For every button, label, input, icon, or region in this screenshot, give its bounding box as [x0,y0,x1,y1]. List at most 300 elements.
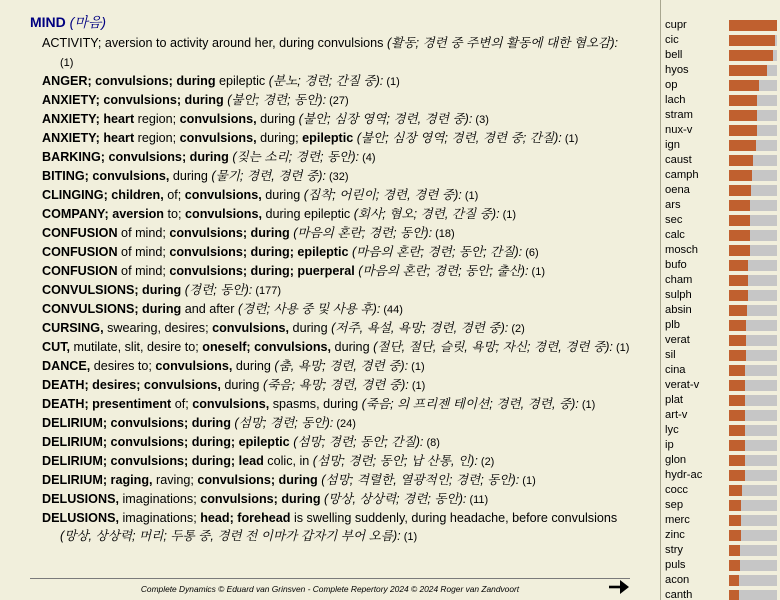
remedy-score-fill [729,35,775,46]
remedy-score-bar [729,155,777,166]
remedy-score-fill [729,125,757,136]
remedy-name: oena [665,184,690,196]
rubric-item[interactable] [42,376,632,395]
remedy-score-bar [729,395,777,406]
rubric-text: CONFUSION [42,226,118,240]
rubric-remedy-count: (1) [400,531,418,543]
remedy-score-fill [729,155,753,166]
rubric-item[interactable] [42,319,632,338]
rubric-item[interactable] [42,395,632,414]
rubric-translation: (섬망; 경련; 동안): [234,416,334,430]
remedy-score-fill [729,590,739,600]
rubric-text: CURSING, [42,321,104,335]
rubric-text: during [232,359,275,373]
remedy-score-fill [729,395,745,406]
remedy-row[interactable] [665,528,780,543]
rubric-text: epileptic [302,131,354,145]
rubric-text: during; [256,131,303,145]
rubric-item[interactable] [42,243,632,262]
remedy-score-fill [729,170,752,181]
remedy-name: bell [665,49,683,61]
remedy-score-bar [729,575,777,586]
remedy-row[interactable] [665,378,780,393]
rubric-item[interactable] [42,490,632,509]
remedy-name: cupr [665,19,687,31]
rubric-text: and after [181,302,238,316]
remedy-name: zinc [665,529,685,541]
rubric-remedy-count: (6) [522,247,539,259]
rubric-list [42,34,632,546]
remedy-score-bar [729,275,777,286]
rubric-text: CONVULSIONS; during [42,302,182,316]
rubric-remedy-count: (8) [423,437,440,449]
rubric-text: CONFUSION [42,264,118,278]
remedy-score-fill [729,575,739,586]
rubric-text: colic, in [263,454,313,468]
rubric-text: during [256,112,299,126]
remedy-name: acon [665,574,690,586]
rubric-item[interactable] [42,414,632,433]
remedy-name: cina [665,364,686,376]
remedy-score-bar [729,95,777,106]
remedy-score-fill [729,200,750,211]
rubric-text: COMPANY; aversion [42,207,164,221]
remedy-score-bar [729,260,777,271]
remedy-name: hyos [665,64,689,76]
remedy-row[interactable] [665,258,780,273]
rubric-item[interactable] [42,224,632,243]
remedy-score-bar [729,560,777,571]
remedy-name: sep [665,499,684,511]
rubric-translation: (절단, 절단, 슬릿, 욕망; 자신; 경련, 경련 중): [373,340,613,354]
remedy-name: lach [665,94,686,106]
rubric-text: head; forehead [200,511,291,525]
remedy-name: nux-v [665,124,693,136]
rubric-text: during [331,340,374,354]
rubric-text: desires to; [90,359,156,373]
remedy-score-fill [729,350,746,361]
remedy-score-bar [729,545,777,556]
rubric-item[interactable] [42,205,632,224]
rubric-text: during [289,321,332,335]
rubric-item[interactable] [42,357,632,376]
remedy-row[interactable] [665,558,780,573]
rubric-text: convulsions, [179,131,257,145]
rubric-text: ANXIETY; heart [42,131,135,145]
remedy-name: puls [665,559,686,571]
remedy-row[interactable] [665,183,780,198]
rubric-text: convulsions, [184,188,262,202]
remedy-name: ign [665,139,680,151]
rubric-remedy-count: (1) [561,133,579,145]
rubric-remedy-count: (1) [383,76,400,88]
rubric-item[interactable] [42,262,632,281]
rubric-item[interactable] [42,509,632,546]
rubric-remedy-count: (1) [461,190,479,202]
rubric-translation: (마음의 혼란; 경련; 동안): [293,226,433,240]
remedy-row[interactable] [665,468,780,483]
rubric-text: region; [134,112,180,126]
remedy-score-bar [729,305,777,316]
remedy-score-fill [729,305,747,316]
remedy-score-fill [729,440,745,451]
rubric-item[interactable] [42,129,632,148]
rubric-text: ACTIVITY; aversion to activity around her, during convulsions [42,36,387,50]
rubric-text: during epileptic [261,207,354,221]
remedy-score-fill [729,260,748,271]
remedy-name: glon [665,454,687,466]
remedy-row[interactable] [665,108,780,123]
remedy-score-bar [729,245,777,256]
rubric-remedy-count: (44) [380,304,403,316]
remedy-name: sec [665,214,683,226]
rubric-item[interactable] [42,167,632,186]
remedy-row[interactable] [665,513,780,528]
remedy-row[interactable] [665,48,780,63]
remedy-name: mosch [665,244,698,256]
remedy-row[interactable] [665,198,780,213]
rubric-text: convulsions; during [200,492,321,506]
rubric-item[interactable] [42,452,632,471]
remedy-name: sulph [665,289,692,301]
remedy-name: calc [665,229,685,241]
rubric-translation: (죽음; 의 프리젠 테이션; 경련, 경련, 중): [361,397,579,411]
rubric-text: BARKING; convulsions; during [42,150,229,164]
rubric-remedy-count: (1) [519,475,536,487]
remedy-name: op [665,79,678,91]
remedy-row[interactable] [665,393,780,408]
remedy-score-fill [729,320,746,331]
remedy-name: cocc [665,484,689,496]
rubric-item[interactable] [42,110,632,129]
rubric-text: convulsions, [185,207,262,221]
rubric-text: of; [163,188,185,202]
remedy-score-bar [729,140,777,151]
rubric-text: of mind; [117,226,170,240]
rubric-text: is swelling suddenly, during headache, before convulsions [290,511,618,525]
remedy-score-bar [729,470,777,481]
remedy-row[interactable] [665,138,780,153]
rubric-text: CONVULSIONS; during [42,283,182,297]
rubric-remedy-count: (24) [333,418,356,430]
remedy-row[interactable] [665,588,780,600]
rubric-translation: (섬망; 격렬한, 열광적인; 경련; 동안): [321,473,520,487]
remedy-score-bar [729,80,777,91]
rubric-text: DEATH; presentiment [42,397,172,411]
remedy-score-bar [729,50,777,61]
rubric-remedy-count: (11) [466,494,489,506]
rubric-text: during [261,188,304,202]
remedy-score-bar [729,425,777,436]
remedy-row[interactable] [665,213,780,228]
rubric-text: swearing, desires; [103,321,213,335]
remedy-score-bar [729,530,777,541]
rubric-remedy-count: (1) [528,266,545,278]
remedy-score-bar [729,440,777,451]
remedy-score-bar [729,410,777,421]
rubric-text: convulsions, [212,321,290,335]
remedy-score-bar [729,365,777,376]
rubric-translation: (불안; 경련; 동안): [227,93,327,107]
remedy-score-fill [729,410,745,421]
remedy-score-bar [729,590,777,600]
remedy-score-fill [729,95,757,106]
rubric-text: imaginations; [118,511,201,525]
rubric-item[interactable] [42,281,632,300]
remedy-name: bufo [665,259,687,271]
remedy-score-fill [729,455,745,466]
rubric-text: ANXIETY; heart [42,112,135,126]
rubric-item[interactable] [42,91,632,110]
rubric-text: ANGER; convulsions; during [42,74,216,88]
rubric-text: convulsions; during [197,473,318,487]
remedy-row[interactable] [665,408,780,423]
remedy-name: ars [665,199,681,211]
rubric-item[interactable] [42,433,632,452]
rubric-text: convulsions, [155,359,233,373]
remedy-row[interactable] [665,273,780,288]
remedy-score-bar [729,65,777,76]
rubric-text: DEATH; desires; convulsions, [42,378,221,392]
chapter-translation: (마음) [69,14,107,30]
remedy-score-fill [729,545,740,556]
remedy-name: plat [665,394,684,406]
remedy-score-fill [729,365,745,376]
remedy-score-fill [729,140,756,151]
rubric-text: DELUSIONS, [42,492,119,506]
remedy-score-bar [729,290,777,301]
rubric-translation: (섬망; 경련; 동안; 간질): [293,435,424,449]
remedy-score-fill [729,485,742,496]
rubric-text: CUT, [42,340,70,354]
rubric-text: convulsions, [179,112,257,126]
rubric-translation: (섬망; 경련; 동안; 납 산통, 인): [312,454,478,468]
rubric-text: DELUSIONS, [42,511,119,525]
remedy-row[interactable] [665,318,780,333]
rubric-item[interactable] [42,34,632,72]
remedy-score-bar [729,230,777,241]
remedy-name: hydr-ac [665,469,703,481]
remedy-row[interactable] [665,303,780,318]
remedy-score-fill [729,470,745,481]
rubric-text: convulsions; during [169,226,290,240]
rubric-text: imaginations; [118,492,201,506]
remedy-score-bar [729,185,777,196]
rubric-translation: (경련; 사용 중 및 사용 후): [237,302,381,316]
remedy-score-bar [729,20,777,31]
rubric-remedy-count: (177) [252,285,282,297]
rubric-remedy-count: (1) [578,399,596,411]
remedy-name: cic [665,34,679,46]
remedy-score-bar [729,485,777,496]
rubric-translation: (집착; 어린이; 경련, 경련 중): [303,188,462,202]
remedy-name: canth [665,589,693,600]
rubric-translation: (마음의 혼란; 경련; 동안; 출산): [358,264,529,278]
remedy-name: art-v [665,409,688,421]
remedy-name: verat-v [665,379,700,391]
rubric-translation: (망상, 상상력; 경련; 동안): [324,492,467,506]
rubric-translation: (회사; 혐오; 경련, 간질 중): [353,207,500,221]
remedy-score-fill [729,245,750,256]
rubric-translation: (마음의 혼란; 경련; 동안; 간질): [351,245,523,259]
rubric-text: DELIRIUM; convulsions; during; lead [42,454,264,468]
rubric-translation: (분노; 경련; 간질 중): [268,74,384,88]
remedy-score-fill [729,110,757,121]
remedy-score-fill [729,530,741,541]
rubric-translation: (불안; 심장 영역; 경련, 경련 중): [298,112,473,126]
remedy-row[interactable] [665,573,780,588]
remedy-score-bar [729,515,777,526]
remedy-row[interactable] [665,483,780,498]
remedy-name: verat [665,334,690,346]
rubric-text: DELIRIUM; convulsions; during; epileptic [42,435,290,449]
rubric-translation: (망상, 상상력; 머리; 두통 중, 경련 전 이마가 갑자기 부어 오름): [60,529,401,543]
rubric-text: during [220,378,263,392]
remedy-score-fill [729,185,751,196]
rubric-translation: (불안; 심장 영역; 경련, 경련 중; 간질): [356,131,562,145]
rubric-text: CLINGING; children, [42,188,164,202]
rubric-remedy-count: (1) [408,380,426,392]
remedy-score-fill [729,380,745,391]
rubric-translation: (저주, 욕설, 욕망; 경련, 경련 중): [331,321,509,335]
remedy-score-bar [729,215,777,226]
remedy-name: ip [665,439,674,451]
remedy-score-bar [729,380,777,391]
remedy-score-fill [729,20,777,31]
remedy-name: merc [665,514,690,526]
remedy-score-bar [729,320,777,331]
remedy-score-fill [729,50,773,61]
remedy-row[interactable] [665,543,780,558]
footer-copyright: Complete Dynamics © Eduard van Grinsven - Complete Repertory 2024 © 2024 Roger van Zandvoort [140,584,520,594]
rubric-text: to; [164,207,185,221]
rubric-remedy-count: (2) [508,323,525,335]
rubric-text: spasms, during [269,397,362,411]
chapter-heading [30,12,106,32]
remedy-score-bar [729,200,777,211]
chapter-name: MIND [30,14,66,30]
rubric-item[interactable] [42,72,632,91]
rubric-translation: (춤, 욕망; 경련, 경련 중): [274,359,409,373]
remedy-row[interactable] [665,123,780,138]
remedy-score-bar [729,350,777,361]
rubric-text: during [169,169,212,183]
rubric-text: DELIRIUM; convulsions; during [42,416,231,430]
rubric-remedy-count: (3) [472,114,489,126]
remedy-score-fill [729,275,748,286]
remedy-name: camph [665,169,699,181]
rubric-text: convulsions; during; epileptic [169,245,349,259]
rubric-item[interactable] [42,148,632,167]
rubric-remedy-count: (1) [408,361,425,373]
rubric-text: of mind; [117,264,170,278]
remedy-row[interactable] [665,348,780,363]
remedy-name: stram [665,109,693,121]
remedy-row[interactable] [665,168,780,183]
rubric-remedy-count: (2) [477,456,495,468]
remedy-score-fill [729,500,741,511]
rubric-item[interactable] [42,338,632,357]
rubric-translation: (활동; 경련 중 주변의 활동에 대한 혐오감): [386,36,619,50]
rubric-translation: (짖는 소리; 경련; 동안): [232,150,360,164]
rubric-remedy-count: (32) [325,171,349,183]
rubric-text: ANXIETY; convulsions; during [42,93,224,107]
remedy-score-fill [729,215,750,226]
remedy-name: absin [665,304,692,316]
rubric-translation: (경련; 동안): [184,283,253,297]
rubric-item[interactable] [42,186,632,205]
footer-divider [30,578,630,579]
remedy-row[interactable] [665,78,780,93]
remedy-name: lyc [665,424,679,436]
remedy-row[interactable] [665,33,780,48]
rubric-text: mutilate, slit, desire to; [70,340,203,354]
remedy-score-fill [729,65,767,76]
remedy-score-bar [729,500,777,511]
remedy-score-fill [729,290,748,301]
rubric-text: CONFUSION [42,245,118,259]
remedy-score-bar [729,335,777,346]
remedy-row[interactable] [665,453,780,468]
rubric-text: DELIRIUM; raging, [42,473,153,487]
remedy-row[interactable] [665,333,780,348]
remedy-row[interactable] [665,438,780,453]
remedy-row[interactable] [665,498,780,513]
next-page-arrow-icon[interactable] [608,577,630,597]
rubric-translation: (죽음; 욕망; 경련, 경련 중): [262,378,409,392]
rubric-text: DANCE, [42,359,91,373]
remedy-score-bar [729,110,777,121]
remedy-score-fill [729,425,745,436]
rubric-text: raving; [152,473,198,487]
remedy-row[interactable] [665,363,780,378]
rubric-text: convulsions; during; puerperal [169,264,355,278]
rubric-item[interactable] [42,471,632,490]
remedy-score-fill [729,560,740,571]
remedy-name: stry [665,544,684,556]
rubric-remedy-count: (1) [612,342,630,354]
rubric-translation: (물기; 경련, 경련 중): [211,169,326,183]
remedy-row[interactable] [665,153,780,168]
remedy-row[interactable] [665,93,780,108]
remedy-name: cham [665,274,693,286]
rubric-text: epileptic [215,74,269,88]
remedy-score-bar [729,35,777,46]
remedy-row[interactable] [665,18,780,33]
rubric-remedy-count: (1) [499,209,517,221]
rubric-remedy-count: (18) [432,228,455,240]
remedy-row[interactable] [665,243,780,258]
rubric-remedy-count: (27) [326,95,349,107]
remedy-score-bar [729,170,777,181]
rubric-text: oneself; convulsions, [202,340,332,354]
remedy-row[interactable] [665,63,780,78]
remedy-name: plb [665,319,680,331]
remedy-score-fill [729,335,746,346]
rubric-text: BITING; convulsions, [42,169,170,183]
rubric-remedy-count: (4) [359,152,376,164]
rubric-item[interactable] [42,300,632,319]
rubric-text: region; [134,131,180,145]
remedy-row[interactable] [665,423,780,438]
rubric-text: of mind; [117,245,170,259]
remedy-row[interactable] [665,228,780,243]
rubric-remedy-count: (1) [60,57,74,69]
remedy-row[interactable] [665,288,780,303]
rubric-text: convulsions, [192,397,270,411]
remedy-score-fill [729,230,750,241]
remedy-name: sil [665,349,676,361]
